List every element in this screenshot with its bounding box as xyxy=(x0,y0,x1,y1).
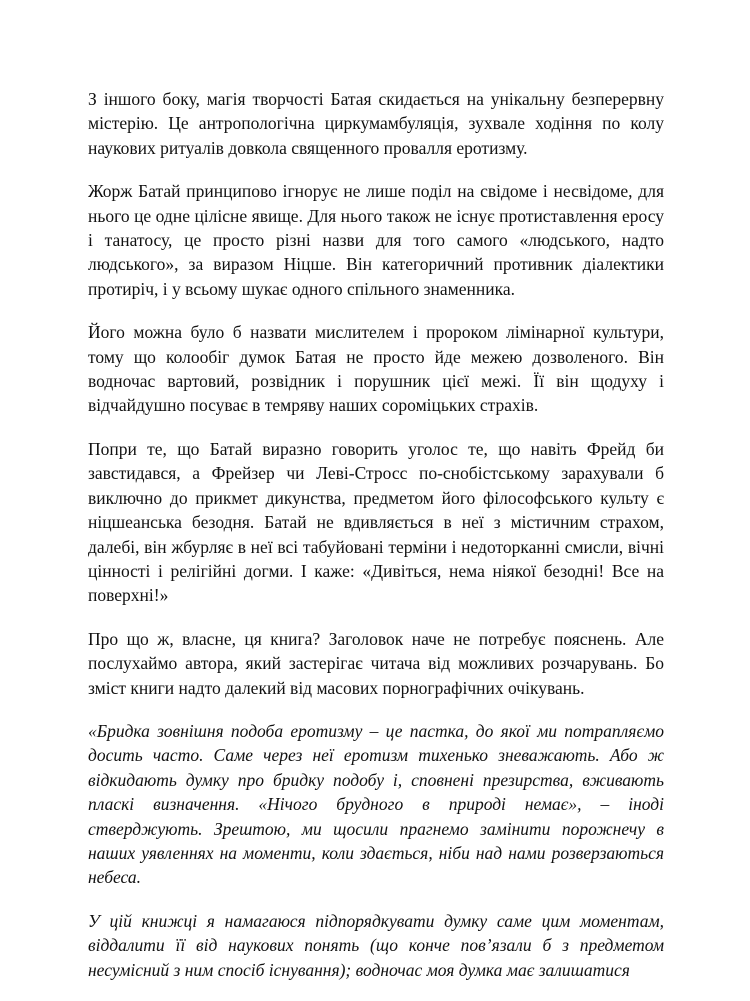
paragraph-1: З іншого боку, магія творчості Батая скидається на унікальну безперервну містерію. Це антропологічна циркумамбуляція, зухвале ходіння по колу наукових ритуалів довкола священного провалля еротизму. xyxy=(88,89,664,158)
quote-paragraph-2: У цій книжці я намагаюся підпорядкувати думку саме цим моментам, віддалити її від наукових понять (що конче пов’язали б з предметом несумісний з ним спосіб існування); водночас моя думка має залишатися xyxy=(88,910,664,980)
paragraph-4: Попри те, що Батай виразно говорить уголос те, що навіть Фрейд би завстидався, а Фрейзер чи Леві-Стросс по-снобістському зарахували б виключно до прикмет дикунства, предметом його філософського культу є ніцшеанська безодня. Батай не вдивляється в неї з містичним страхом, далебі, він жбурляє в неї всі табуйовані терміни і недоторканні смисли, вічні цінності і релігійні догми. І каже: «Дивіться, нема ніякої безодні! Все на поверхні!» xyxy=(88,438,664,606)
quote-paragraph-1: «Бридка зовнішня подоба еротизму – це пастка, до якої ми потрапляємо досить часто. Саме через неї еротизм тихенько зневажають. Або ж відкидають думку про бридку подобу і, сповнені презирства, вживають пласкі визначення. «Нічого брудного в природі немає», – іноді стверджують. Зрештою, ми щосили прагнемо замінити порожнечу в наших уявленнях на моменти, коли здається, ніби над нами розверзаються небеса. xyxy=(88,720,664,888)
paragraph-2: Жорж Батай принципово ігнорує не лише поділ на свідоме і несвідоме, для нього це одне цілісне явище. Для нього також не існує протиставлення еросу і танатосу, це просто різні назви для того самого «людського, надто людського», за виразом Ніцше. Він категоричний противник діалектики протиріч, і у всьому шукає одного спільного знаменника. xyxy=(88,181,664,299)
document-page xyxy=(88,87,664,1001)
paragraph-3: Його можна було б назвати мислителем і пророком лімінарної культури, тому що колообіг думок Батая не просто йде межею дозволеного. Він водночас вартовий, розвідник і порушник цієї межі. Її він щодуху і відчайдушно посуває в темряву наших сороміцьких страхів. xyxy=(88,322,664,416)
paragraph-5: Про що ж, власне, ця книга? Заголовок наче не потребує пояснень. Але послухаймо автора, який застерігає читача від можливих розчарувань. Бо зміст книги надто далекий від масових порнографічних очікувань. xyxy=(88,628,664,698)
